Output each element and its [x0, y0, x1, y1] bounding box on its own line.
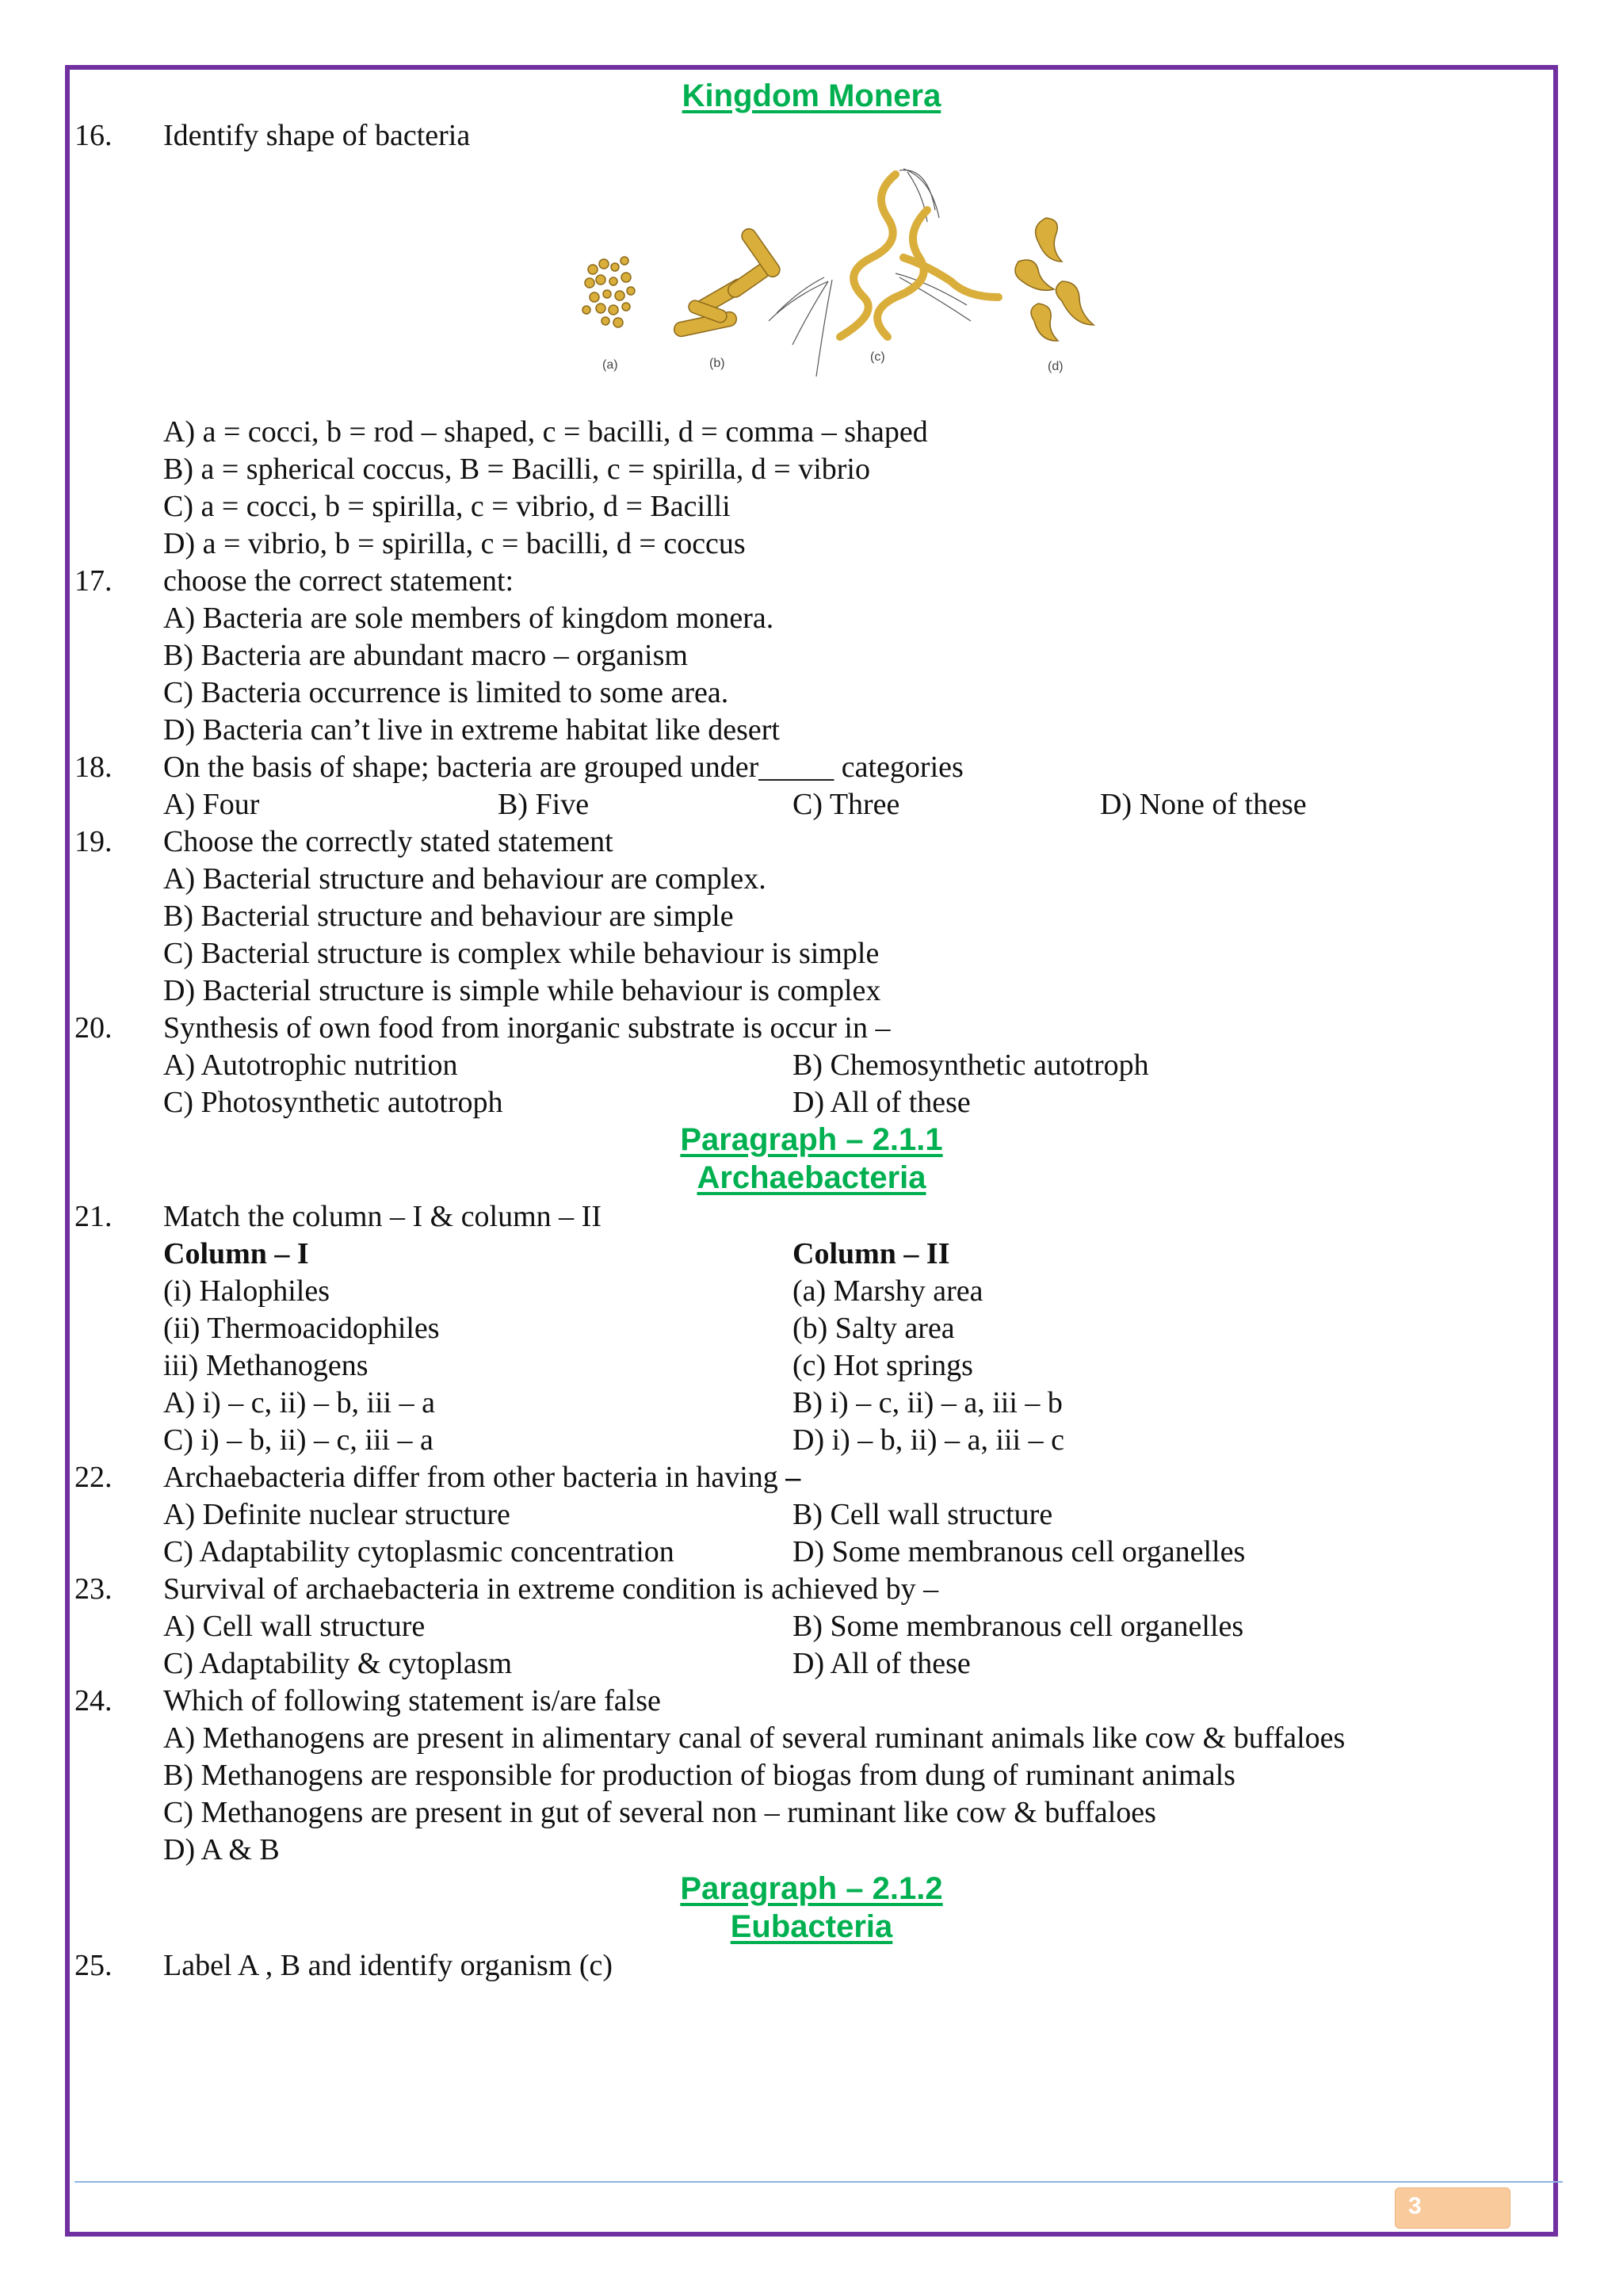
column-2-item: (c) Hot springs — [792, 1349, 973, 1382]
option-a: A) Cell wall structure — [163, 1610, 426, 1643]
figure-label-d: (d) — [1048, 360, 1064, 373]
option-c: C) i) – b, ii) – c, iii – a — [163, 1423, 433, 1457]
option-a: A) Bacterial structure and behaviour are complex. — [163, 862, 766, 896]
option-d: D) Bacterial structure is simple while behaviour is complex — [163, 974, 881, 1007]
option-b: B) Bacterial structure and behaviour are simple — [163, 900, 734, 933]
question-number: 17. — [74, 564, 113, 598]
option-c: C) Three — [792, 788, 900, 821]
question-text: Identify shape of bacteria — [163, 119, 471, 152]
question-text: Which of following statement is/are false — [163, 1684, 661, 1717]
option-a: A) Bacteria are sole members of kingdom monera. — [163, 602, 774, 635]
question-text-main: Archaebacteria differ from other bacteria in having — [163, 1461, 778, 1494]
option-a: A) a = cocci, b = rod – shaped, c = bacilli, d = comma – shaped — [163, 415, 928, 449]
option-a: A) Methanogens are present in alimentary canal of several ruminant animals like cow & buffaloes — [163, 1721, 1346, 1755]
question-text: Survival of archaebacteria in extreme condition is achieved by – — [163, 1572, 939, 1606]
column-1-item: (ii) Thermoacidophiles — [163, 1312, 440, 1345]
option-c: C) Adaptability & cytoplasm — [163, 1647, 513, 1680]
question-text: choose the correct statement: — [163, 564, 514, 598]
option-a: A) Definite nuclear structure — [163, 1498, 510, 1531]
option-c: C) Adaptability cytoplasmic concentration — [163, 1535, 674, 1568]
option-b: B) Cell wall structure — [792, 1498, 1053, 1531]
figure-label-b: (b) — [709, 357, 725, 370]
section-heading-eubacteria: Eubacteria — [730, 1909, 893, 1944]
option-b: B) Methanogens are responsible for production of biogas from dung of ruminant animals — [163, 1759, 1235, 1792]
section-heading-paragraph: Paragraph – 2.1.2 — [680, 1871, 943, 1906]
column-1-item: iii) Methanogens — [163, 1349, 369, 1382]
question-number: 20. — [74, 1011, 113, 1045]
question-text: On the basis of shape; bacteria are grouped under_____ categories — [163, 751, 964, 784]
option-b: B) Bacteria are abundant macro – organism — [163, 639, 688, 672]
question-text: Label A , B and identify organism (c) — [163, 1949, 613, 1982]
option-a: A) Autotrophic nutrition — [163, 1049, 458, 1082]
option-c: C) Methanogens are present in gut of several non – ruminant like cow & buffaloes — [163, 1796, 1156, 1829]
option-d: D) All of these — [792, 1086, 971, 1119]
question-text: Match the column – I & column – II — [163, 1200, 601, 1233]
question-number: 22. — [74, 1461, 113, 1494]
option-d: D) A & B — [163, 1833, 280, 1866]
option-d: D) None of these — [1100, 788, 1307, 821]
question-number: 25. — [74, 1949, 113, 1982]
option-a: A) i) – c, ii) – b, iii – a — [163, 1386, 435, 1419]
option-b: B) i) – c, ii) – a, iii – b — [792, 1386, 1063, 1419]
option-d: D) i) – b, ii) – a, iii – c — [792, 1423, 1064, 1457]
question-text — [163, 1459, 800, 1496]
cocci-drawing — [582, 257, 635, 327]
option-d: D) Bacteria can’t live in extreme habitat like desert — [163, 713, 780, 747]
figure-label-c: (c) — [870, 350, 885, 364]
page-number: 3 — [1408, 2193, 1422, 2219]
question-number: 19. — [74, 825, 113, 858]
option-c: C) a = cocci, b = spirilla, c = vibrio, d = Bacilli — [163, 490, 731, 523]
option-d: D) Some membranous cell organelles — [792, 1535, 1246, 1568]
section-heading-paragraph: Paragraph – 2.1.1 — [680, 1122, 943, 1157]
option-c: C) Bacterial structure is complex while behaviour is simple — [163, 937, 880, 970]
column-2-item: (b) Salty area — [792, 1312, 955, 1345]
question-number: 24. — [74, 1684, 113, 1717]
figure-label-a: (a) — [602, 358, 618, 372]
option-b: B) Chemosynthetic autotroph — [792, 1049, 1149, 1082]
question-number: 23. — [74, 1572, 113, 1606]
option-b: B) Some membranous cell organelles — [792, 1610, 1244, 1643]
option-b: B) Five — [498, 788, 590, 821]
section-heading-kingdom-monera: Kingdom Monera — [682, 78, 941, 113]
option-c: C) Photosynthetic autotroph — [163, 1086, 503, 1119]
column-2-header: Column – II — [792, 1237, 950, 1270]
option-a: A) Four — [163, 788, 260, 821]
option-c: C) Bacteria occurrence is limited to some area. — [163, 676, 729, 709]
section-heading-archaebacteria: Archaebacteria — [697, 1160, 926, 1195]
question-text: Choose the correctly stated statement — [163, 825, 613, 858]
question-number: 16. — [74, 119, 113, 152]
bacilli-drawing — [673, 226, 782, 338]
question-number: 18. — [74, 751, 113, 784]
footer-rule — [74, 2181, 1563, 2183]
question-number: 21. — [74, 1200, 113, 1233]
option-b: B) a = spherical coccus, B = Bacilli, c = spirilla, d = vibrio — [163, 453, 870, 486]
page-number-badge — [1395, 2187, 1510, 2229]
question-text: Synthesis of own food from inorganic substrate is occur in – — [163, 1011, 891, 1045]
option-d: D) All of these — [792, 1647, 971, 1680]
vibrio-drawing — [1015, 218, 1094, 341]
question-text-dash: – — [777, 1461, 801, 1494]
bacteria-shapes-figure — [555, 162, 1109, 392]
column-1-header: Column – I — [163, 1237, 309, 1270]
option-d: D) a = vibrio, b = spirilla, c = bacilli, d = coccus — [163, 527, 746, 560]
column-1-item: (i) Halophiles — [163, 1274, 330, 1308]
spirilla-drawing — [769, 169, 999, 376]
column-2-item: (a) Marshy area — [792, 1274, 983, 1308]
